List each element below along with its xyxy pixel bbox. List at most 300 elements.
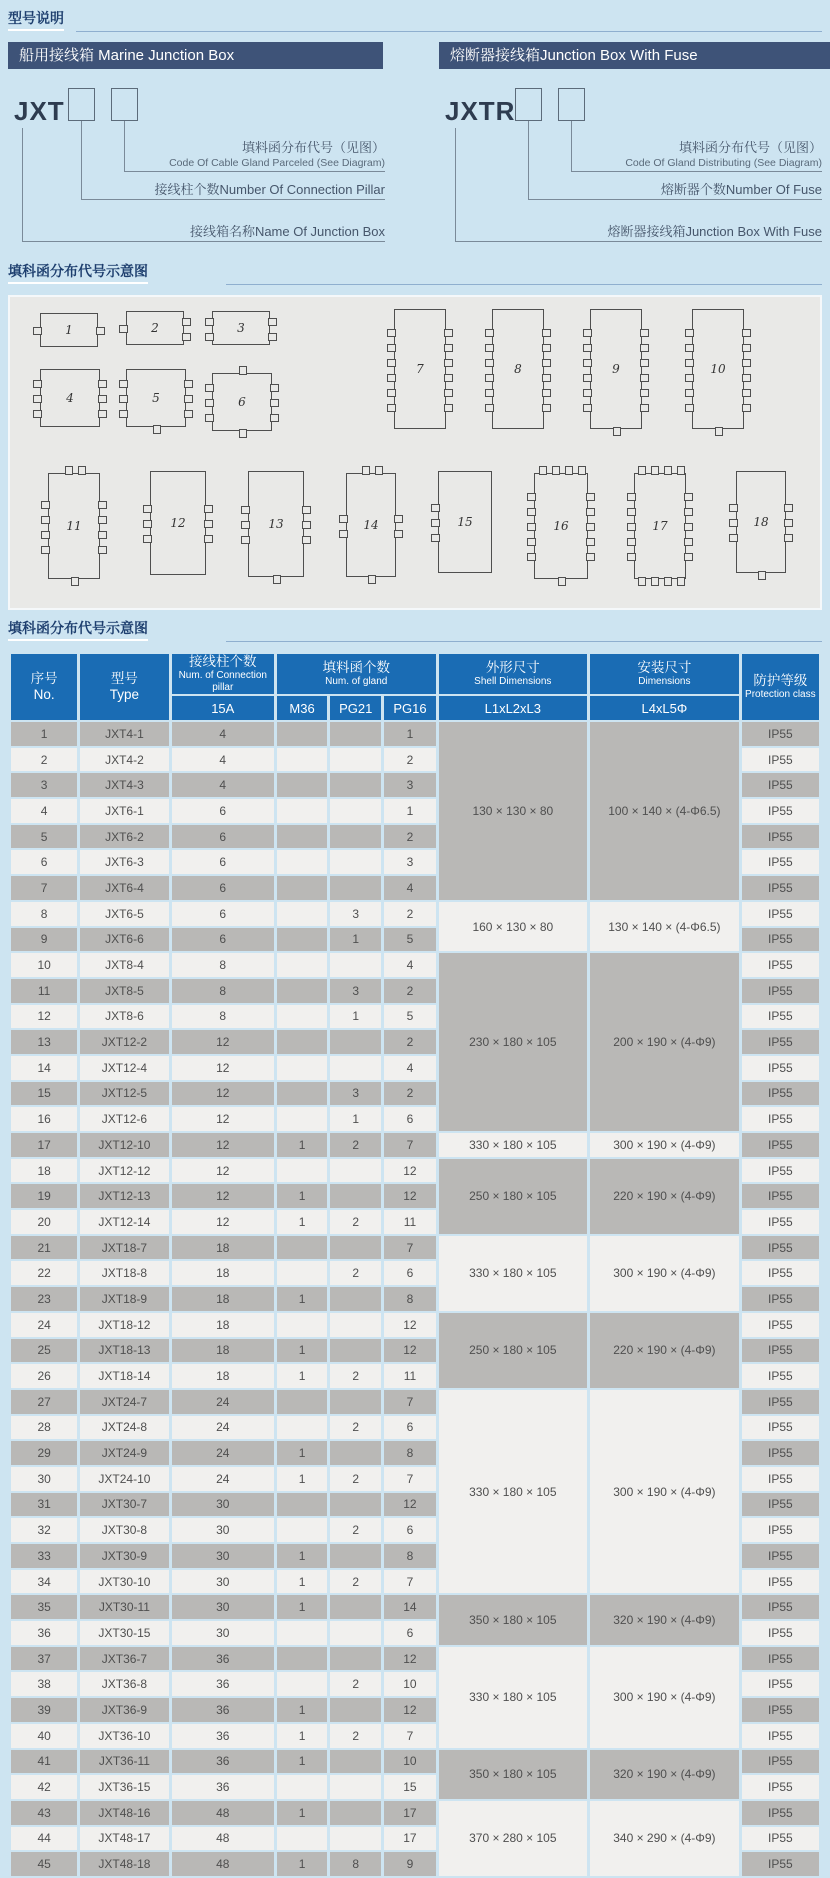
gland-tab-icon [542,329,551,337]
cell-pg16: 7 [384,1724,435,1748]
gland-diagram-box [736,471,786,573]
gland-tab-icon [485,329,494,337]
cell-type: JXT8-6 [80,1005,168,1029]
gland-tab-icon [98,531,107,539]
diagram-box-number: 13 [268,517,284,531]
gland-tab-icon [270,384,279,392]
gland-tab-icon [627,523,636,531]
gland-tab-icon [444,389,453,397]
cell-protection: IP55 [742,1544,819,1568]
cell-15a: 12 [172,1107,274,1131]
cell-pg16: 5 [384,928,435,952]
cell-15a: 30 [172,1518,274,1542]
gland-tab-icon [627,538,636,546]
diagram-box-number: 5 [152,391,160,405]
gland-tab-icon [527,523,536,531]
cell-protection: IP55 [742,953,819,977]
cell-pg21: 2 [330,1570,381,1594]
cell-pg16: 3 [384,773,435,797]
gland-tab-icon [640,359,649,367]
cell-type: JXT6-6 [80,928,168,952]
cell-m36: 1 [277,1210,327,1234]
cell-no: 45 [11,1852,77,1876]
cell-type: JXT4-2 [80,748,168,772]
gland-tab-icon [640,389,649,397]
gland-tab-icon [627,553,636,561]
box-name-label-text: 接线箱名称Name Of Junction Box [189,224,385,239]
diagram-box-number: 11 [66,519,82,533]
cell-pg21 [330,1184,381,1208]
cell-m36 [277,850,327,874]
cell-pg21: 2 [330,1467,381,1491]
gland-tab-icon [431,534,440,542]
gland-tab-icon [527,538,536,546]
gland-tab-icon [485,344,494,352]
cell-pg21: 8 [330,1852,381,1876]
cell-pg16: 15 [384,1775,435,1799]
cell-no: 2 [11,748,77,772]
cell-15a: 4 [172,722,274,746]
gland-tab-icon [742,359,751,367]
subcol-15a: 15A [172,696,274,720]
cell-pg21 [330,1750,381,1774]
cell-15a: 30 [172,1570,274,1594]
gland-tab-icon [684,538,693,546]
cell-no: 18 [11,1159,77,1183]
cell-pg16: 10 [384,1750,435,1774]
cell-15a: 18 [172,1313,274,1337]
gland-tab-icon [239,366,247,375]
cell-no: 23 [11,1287,77,1311]
cell-protection: IP55 [742,1107,819,1131]
spec-table-head [11,654,819,720]
table-row [11,1595,819,1619]
gland-tab-icon [685,404,694,412]
cell-no: 41 [11,1750,77,1774]
cell-pg21 [330,876,381,900]
cell-no: 3 [11,773,77,797]
gland-tab-icon [41,501,50,509]
gland-tab-icon [41,531,50,539]
gland-tab-icon [742,329,751,337]
gland-tab-icon [302,506,311,514]
gland-tab-icon [302,536,311,544]
gland-diagram-box [346,473,396,577]
cell-15a: 36 [172,1647,274,1671]
gland-diagram-box [534,473,588,579]
cell-no: 44 [11,1827,77,1851]
cell-pg16: 7 [384,1570,435,1594]
gland-tab-icon [552,466,560,475]
cell-m36: 1 [277,1287,327,1311]
cell-pg21 [330,1647,381,1671]
cell-protection: IP55 [742,1493,819,1517]
gland-diagram-box [150,471,206,575]
cell-mount-dimensions: 300 × 190 × (4-Φ9) [590,1647,739,1748]
cell-pg21: 2 [330,1261,381,1285]
cell-15a: 6 [172,928,274,952]
col-type-en: Type [109,687,140,702]
cell-protection: IP55 [742,1210,819,1234]
cell-no: 32 [11,1518,77,1542]
cell-15a: 12 [172,1210,274,1234]
cell-m36 [277,748,327,772]
col-mount-en: Dimensions [638,676,691,687]
cell-no: 30 [11,1467,77,1491]
cell-pg21: 2 [330,1364,381,1388]
gland-tab-icon [565,466,573,475]
cell-type: JXT18-9 [80,1287,168,1311]
diagram-box-number: 4 [66,391,74,405]
gland-tab-icon [638,577,646,586]
gland-tab-icon [583,374,592,382]
gland-tab-icon [485,359,494,367]
gland-tab-icon [387,359,396,367]
gland-tab-icon [758,571,766,580]
cell-no: 5 [11,825,77,849]
cell-protection: IP55 [742,1056,819,1080]
cell-pg16: 6 [384,1261,435,1285]
cell-protection: IP55 [742,1827,819,1851]
cell-no: 34 [11,1570,77,1594]
cell-pg16: 2 [384,979,435,1003]
cell-m36 [277,799,327,823]
cell-protection: IP55 [742,850,819,874]
gland-tab-icon [387,404,396,412]
cell-pg21 [330,953,381,977]
cell-m36 [277,1390,327,1414]
cell-no: 36 [11,1621,77,1645]
cell-type: JXT18-14 [80,1364,168,1388]
cell-type: JXT30-15 [80,1621,168,1645]
gland-tab-icon [685,359,694,367]
cell-15a: 18 [172,1339,274,1363]
gland-tab-icon [431,519,440,527]
col-prot-en: Protection class [745,689,816,700]
gland-tab-icon [184,410,193,418]
gland-tab-icon [729,534,738,542]
gland-tab-icon [558,577,566,586]
gland-tab-icon [444,404,453,412]
cell-pg21 [330,1441,381,1465]
cell-pg21: 3 [330,979,381,1003]
cell-m36 [277,1775,327,1799]
cell-no: 22 [11,1261,77,1285]
gland-tab-icon [715,427,723,436]
cell-pg16: 4 [384,1056,435,1080]
gland-tab-icon [542,374,551,382]
gland-tab-icon [119,380,128,388]
gland-tab-icon [583,389,592,397]
cell-15a: 30 [172,1621,274,1645]
cell-m36 [277,1518,327,1542]
cell-m36: 1 [277,1441,327,1465]
cell-type: JXT6-5 [80,902,168,926]
gland-tab-icon [375,466,383,475]
gland-tab-icon [684,493,693,501]
cell-protection: IP55 [742,1005,819,1029]
fuse-box-name-label [455,222,822,242]
cell-15a: 4 [172,748,274,772]
gland-tab-icon [444,329,453,337]
cell-15a: 8 [172,953,274,977]
cell-type: JXT12-10 [80,1133,168,1157]
cell-no: 4 [11,799,77,823]
cell-15a: 12 [172,1056,274,1080]
cell-pg21 [330,1493,381,1517]
cell-type: JXT18-8 [80,1261,168,1285]
cell-pg16: 6 [384,1107,435,1131]
cell-15a: 6 [172,902,274,926]
cell-m36 [277,876,327,900]
cell-m36: 1 [277,1724,327,1748]
cell-protection: IP55 [742,1236,819,1260]
cell-pg16: 10 [384,1672,435,1696]
cell-type: JXT4-1 [80,722,168,746]
cell-m36 [277,1416,327,1440]
cell-no: 6 [11,850,77,874]
gland-tab-icon [98,546,107,554]
gland-tab-icon [640,374,649,382]
cell-pg16: 8 [384,1287,435,1311]
cell-pg21 [330,1339,381,1363]
gland-tab-icon [339,530,348,538]
gland-tab-icon [387,374,396,382]
cell-15a: 18 [172,1236,274,1260]
cell-15a: 12 [172,1159,274,1183]
cell-15a: 6 [172,825,274,849]
cell-type: JXT8-4 [80,953,168,977]
diagram-box-number: 15 [457,515,473,529]
cell-no: 37 [11,1647,77,1671]
gland-tab-icon [205,414,214,422]
gland-tab-icon [71,577,79,586]
cell-protection: IP55 [742,1467,819,1491]
cell-type: JXT30-11 [80,1595,168,1619]
cell-no: 25 [11,1339,77,1363]
cell-15a: 24 [172,1416,274,1440]
cell-pg16: 8 [384,1441,435,1465]
cell-pg16: 2 [384,902,435,926]
gland-tab-icon [431,504,440,512]
gland-tab-icon [542,359,551,367]
cell-protection: IP55 [742,1750,819,1774]
gland-tab-icon [685,389,694,397]
gland-code-label-en: Code Of Cable Gland Parceled (See Diagram) [169,157,385,169]
cell-m36 [277,773,327,797]
cell-no: 11 [11,979,77,1003]
cell-m36 [277,1236,327,1260]
gland-tab-icon [742,374,751,382]
cell-no: 24 [11,1313,77,1337]
diagram-section-heading: 填科函分布代号示意图 [8,263,148,284]
cell-15a: 18 [172,1364,274,1388]
cell-no: 16 [11,1107,77,1131]
cell-protection: IP55 [742,1339,819,1363]
cell-m36 [277,1082,327,1106]
code-box [68,88,95,121]
gland-diagram-box [394,309,446,429]
gland-tab-icon [273,575,281,584]
diagram-box-number: 3 [237,321,245,335]
cell-pg16: 17 [384,1827,435,1851]
cell-pg21 [330,1595,381,1619]
cell-pg16: 8 [384,1544,435,1568]
cell-no: 14 [11,1056,77,1080]
cell-m36: 1 [277,1544,327,1568]
table-row [11,1801,819,1825]
cell-pg21 [330,1313,381,1337]
diagram-box-number: 6 [238,395,246,409]
cell-mount-dimensions: 300 × 190 × (4-Φ9) [590,1390,739,1594]
gland-tab-icon [78,466,86,475]
gland-tab-icon [204,505,213,513]
cell-m36 [277,1159,327,1183]
cell-m36 [277,1005,327,1029]
cell-protection: IP55 [742,979,819,1003]
gland-tab-icon [677,466,685,475]
cell-m36: 1 [277,1852,327,1876]
jxt-code: JXT [14,96,65,126]
cell-m36: 1 [277,1801,327,1825]
gland-tab-icon [742,404,751,412]
gland-tab-icon [33,395,42,403]
cell-type: JXT30-7 [80,1493,168,1517]
cell-shell-dimensions: 330 × 180 × 105 [439,1390,588,1594]
gland-tab-icon [41,546,50,554]
gland-tab-icon [33,327,42,335]
gland-tab-icon [586,553,595,561]
cell-m36 [277,1107,327,1131]
cell-protection: IP55 [742,1518,819,1542]
cell-no: 17 [11,1133,77,1157]
cell-no: 27 [11,1390,77,1414]
gland-tab-icon [651,577,659,586]
cell-protection: IP55 [742,1647,819,1671]
cell-pg21: 3 [330,1082,381,1106]
gland-tab-icon [143,505,152,513]
gland-tab-icon [387,389,396,397]
table-row [11,1647,819,1671]
gland-tab-icon [729,519,738,527]
cell-pg21 [330,1801,381,1825]
gland-tab-icon [98,395,107,403]
cell-m36 [277,1647,327,1671]
cell-15a: 12 [172,1133,274,1157]
cell-m36 [277,1493,327,1517]
cell-pg21 [330,1236,381,1260]
cell-pg16: 1 [384,722,435,746]
gland-diagram-box [492,309,544,429]
cell-protection: IP55 [742,799,819,823]
cell-no: 7 [11,876,77,900]
cell-type: JXT24-10 [80,1467,168,1491]
cell-m36 [277,1621,327,1645]
table-row [11,1159,819,1183]
cell-type: JXT6-1 [80,799,168,823]
gland-tab-icon [182,333,191,341]
cell-15a: 30 [172,1493,274,1517]
gland-tab-icon [182,318,191,326]
gland-tab-icon [387,329,396,337]
gland-diagram-box [48,473,100,579]
cell-protection: IP55 [742,1621,819,1645]
cell-type: JXT48-18 [80,1852,168,1876]
col-header-shell [439,654,588,694]
cell-15a: 30 [172,1595,274,1619]
cell-type: JXT4-3 [80,773,168,797]
cell-m36 [277,1313,327,1337]
cell-protection: IP55 [742,1416,819,1440]
gland-tab-icon [98,380,107,388]
cell-protection: IP55 [742,876,819,900]
cell-no: 1 [11,722,77,746]
gland-tab-icon [542,344,551,352]
gland-tab-icon [485,374,494,382]
cell-pg21: 1 [330,1005,381,1029]
cell-m36 [277,1827,327,1851]
cell-shell-dimensions: 350 × 180 × 105 [439,1750,588,1799]
cell-pg16: 7 [384,1467,435,1491]
cell-15a: 24 [172,1441,274,1465]
cell-pg21: 2 [330,1724,381,1748]
cell-shell-dimensions: 160 × 130 × 80 [439,902,588,951]
cell-protection: IP55 [742,1184,819,1208]
gland-tab-icon [685,374,694,382]
gland-diagram-box [212,373,272,431]
cell-type: JXT30-9 [80,1544,168,1568]
cell-m36 [277,928,327,952]
cell-pg21 [330,1698,381,1722]
cell-protection: IP55 [742,1390,819,1414]
cell-m36 [277,979,327,1003]
cell-no: 43 [11,1801,77,1825]
diagram-box-number: 16 [553,519,569,533]
table-row [11,722,819,746]
gland-tab-icon [368,575,376,584]
cell-15a: 48 [172,1852,274,1876]
col-header-protection [742,654,819,720]
cell-mount-dimensions: 200 × 190 × (4-Φ9) [590,953,739,1131]
col-pillar-zh: 接线柱个数 [189,654,257,669]
gland-tab-icon [542,404,551,412]
cell-type: JXT36-9 [80,1698,168,1722]
gland-tab-icon [387,344,396,352]
cell-pg21: 2 [330,1672,381,1696]
cell-protection: IP55 [742,1801,819,1825]
cell-15a: 6 [172,850,274,874]
cell-pg21 [330,1159,381,1183]
cell-protection: IP55 [742,1159,819,1183]
col-mount-zh: 安装尺寸 [637,660,692,675]
cell-pg16: 6 [384,1416,435,1440]
cell-pg21: 2 [330,1416,381,1440]
cell-type: JXT36-10 [80,1724,168,1748]
cell-type: JXT36-7 [80,1647,168,1671]
diagram-box-number: 2 [151,321,159,335]
gland-tab-icon [33,380,42,388]
table-row [11,953,819,977]
gland-tab-icon [527,508,536,516]
cell-type: JXT24-8 [80,1416,168,1440]
cell-type: JXT12-14 [80,1210,168,1234]
cell-pg21 [330,1030,381,1054]
gland-tab-icon [184,380,193,388]
gland-diagram-box [692,309,744,429]
cell-m36 [277,825,327,849]
cell-no: 10 [11,953,77,977]
gland-tab-icon [302,521,311,529]
